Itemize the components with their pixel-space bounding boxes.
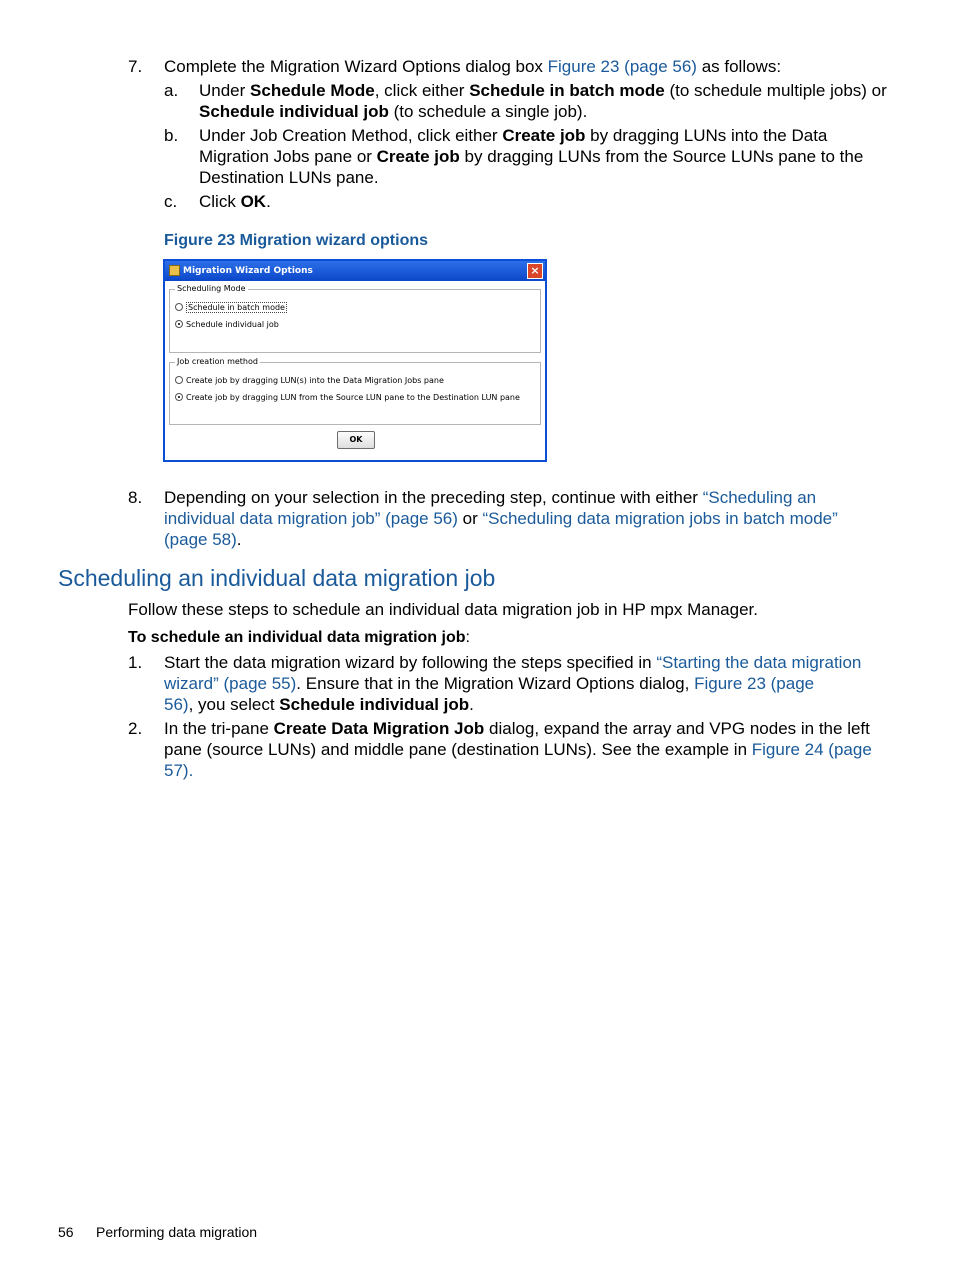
link-scheduling-individual[interactable]: “Scheduling an — [702, 488, 817, 507]
radio-on-icon — [175, 320, 183, 328]
substep-b-text: Under Job Creation Method, click either Create job by dragging LUNs into the Data Migration Jobs pane or Create job by dragging LUNs from the Source LUNs pane to the Destination LUNs pane. — [199, 126, 864, 187]
section-heading: Scheduling an individual data migration job — [58, 565, 496, 591]
radio-drag-into-jobs[interactable]: Create job by dragging LUN(s) into the Data Migration Jobs pane — [175, 376, 444, 386]
figure-23-link[interactable]: Figure 23 (page 56) — [547, 57, 697, 76]
step-8-text: Depending on your selection in the preceding step, continue with either “Scheduling an individual data migration job” (page 56) or “Scheduling data migration jobs in batch mode” (page 58). — [164, 488, 838, 549]
substep-c-text: Click OK. — [199, 192, 271, 211]
substep-a-text: Under Schedule Mode, click either Schedule in batch mode (to schedule multiple jobs) or Schedule individual job (to schedule a single job). — [199, 81, 887, 121]
page-number: 56 — [58, 1224, 74, 1240]
step-2-number: 2. — [128, 719, 143, 738]
section-intro: Follow these steps to schedule an individual data migration job in HP mpx Manager. — [128, 600, 758, 619]
substep-a-label: a. — [164, 81, 179, 100]
link-scheduling-batch[interactable]: “Scheduling data migration jobs in batch mode” — [482, 509, 838, 528]
step-7-number: 7. — [128, 57, 143, 76]
substep-b-label: b. — [164, 126, 179, 145]
radio-schedule-batch[interactable]: Schedule in batch mode — [175, 303, 287, 313]
step-7-intro: Complete the Migration Wizard Options dialog box Figure 23 (page 56) as follows: — [164, 57, 782, 76]
scheduling-mode-group — [169, 284, 541, 353]
link-figure-24-cont[interactable]: 57) — [164, 761, 189, 780]
link-scheduling-batch-cont[interactable]: (page 58) — [164, 530, 237, 549]
chapter-title: Performing data migration — [96, 1224, 258, 1240]
substep-c-label: c. — [164, 192, 178, 211]
figure-caption: Figure 23 Migration wizard options — [164, 232, 429, 249]
step-2-text: In the tri-pane Create Data Migration Job dialog, expand the array and VPG nodes in the left pane (source LUNs) and middle pane (destination LUNs). See the example in Figure 24 (page 57). — [164, 719, 872, 780]
radio-on-icon — [175, 393, 183, 401]
radio-schedule-individual[interactable]: Schedule individual job — [175, 320, 279, 330]
dialog-body — [165, 281, 545, 460]
ok-button[interactable]: OK — [337, 431, 375, 449]
procedure-heading: To schedule an individual data migration job: — [128, 629, 470, 646]
dialog-title: Migration Wizard Options — [183, 266, 313, 276]
radio-off-icon — [175, 376, 183, 384]
link-figure-24[interactable]: Figure 24 (page — [751, 740, 872, 759]
link-scheduling-individual-cont[interactable]: individual data migration job” (page 56) — [164, 509, 458, 528]
migration-wizard-options-dialog — [163, 259, 547, 462]
link-starting-wizard[interactable]: “Starting the data migration — [656, 653, 862, 672]
step-8-number: 8. — [128, 488, 143, 507]
radio-drag-from-source[interactable]: Create job by dragging LUN from the Source LUN pane to the Destination LUN pane — [175, 393, 520, 403]
link-figure-23-cont[interactable]: 56) — [164, 695, 189, 714]
dialog-title-bar[interactable] — [165, 261, 545, 281]
step-1-text: Start the data migration wizard by following the steps specified in “Starting the data migration wizard” (page 55). Ensure that in the Migration Wizard Options dialog, Figure 23 (page 56), you select Schedule individual job. — [164, 653, 862, 714]
app-icon — [169, 265, 180, 276]
link-figure-23[interactable]: Figure 23 (page — [694, 674, 815, 693]
job-creation-group — [169, 357, 541, 425]
radio-off-icon — [175, 303, 183, 311]
close-icon[interactable]: × — [527, 263, 543, 279]
step-1-number: 1. — [128, 653, 143, 672]
job-creation-label: Job creation method — [177, 357, 258, 366]
scheduling-mode-label: Scheduling Mode — [177, 284, 246, 293]
link-starting-wizard-cont[interactable]: wizard” (page 55) — [164, 674, 297, 693]
